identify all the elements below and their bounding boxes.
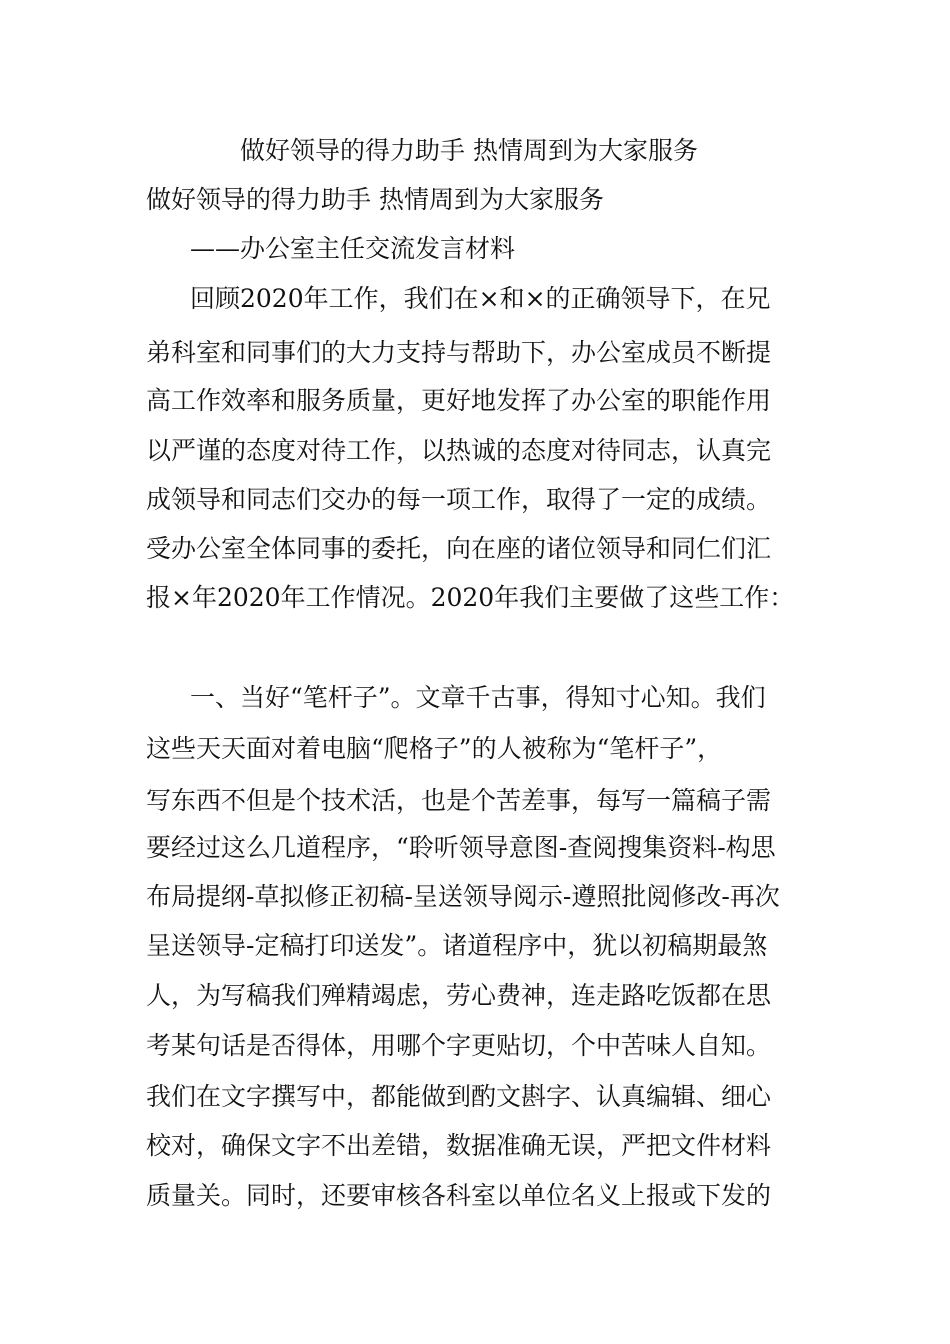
paragraph-2-line-10: 校对，确保文字不出差错，数据准确无误，严把文件材料 [146, 1131, 772, 1160]
paragraph-2-line-11: 质量关。同时，还要审核各科室以单位名义上报或下发的 [146, 1181, 772, 1210]
paragraph-2-line-8: 考某句话是否得体，用哪个字更贴切，个中苦味人自知。 [146, 1031, 772, 1060]
paragraph-1-line-1: 回顾2020年工作，我们在×和×的正确领导下，在兄 [190, 284, 771, 313]
paragraph-1-line-4: 以严谨的态度对待工作，以热诚的态度对待同志，认真完 [146, 436, 772, 465]
paragraph-2-line-5: 布局提纲-草拟修正初稿-呈送领导阅示-遵照批阅修改-再次 [146, 882, 780, 911]
page-header-title: 做好领导的得力助手 热情周到为大家服务 [240, 136, 698, 165]
paragraph-2-line-1: 一、当好“笔杆子”。文章千古事，得知寸心知。我们 [190, 683, 766, 712]
paragraph-1-line-6: 受办公室全体同事的委托，向在座的诸位领导和同仁们汇 [146, 534, 772, 563]
paragraph-1-line-7: 报×年2020年工作情况。2020年我们主要做了这些工作： [146, 583, 795, 612]
paragraph-2-line-3: 写东西不但是个技术活，也是个苦差事，每写一篇稿子需 [146, 786, 772, 815]
paragraph-2-line-9: 我们在文字撰写中，都能做到酌文斟字、认真编辑、细心 [146, 1082, 772, 1111]
paragraph-1-line-2: 弟科室和同事们的大力支持与帮助下，办公室成员不断提 [146, 338, 772, 367]
paragraph-1-line-3: 高工作效率和服务质量，更好地发挥了办公室的职能作用 [146, 386, 772, 415]
paragraph-2-line-6: 呈送领导-定稿打印送发”。诸道程序中，犹以初稿期最煞 [146, 931, 768, 960]
paragraph-1-line-5: 成领导和同志们交办的每一项工作，取得了一定的成绩。 [146, 485, 772, 514]
paragraph-2-line-7: 人，为写稿我们殚精竭虑，劳心费神，连走路吃饭都在思 [146, 981, 772, 1010]
document-title: 做好领导的得力助手 热情周到为大家服务 [146, 185, 604, 214]
document-subtitle: ——办公室主任交流发言材料 [190, 234, 516, 263]
paragraph-2-line-2: 这些天天面对着电脑“爬格子”的人被称为“笔杆子”， [146, 734, 723, 763]
paragraph-2-line-4: 要经过这么几道程序，“聆听领导意图-查阅搜集资料-构思 [146, 833, 776, 862]
